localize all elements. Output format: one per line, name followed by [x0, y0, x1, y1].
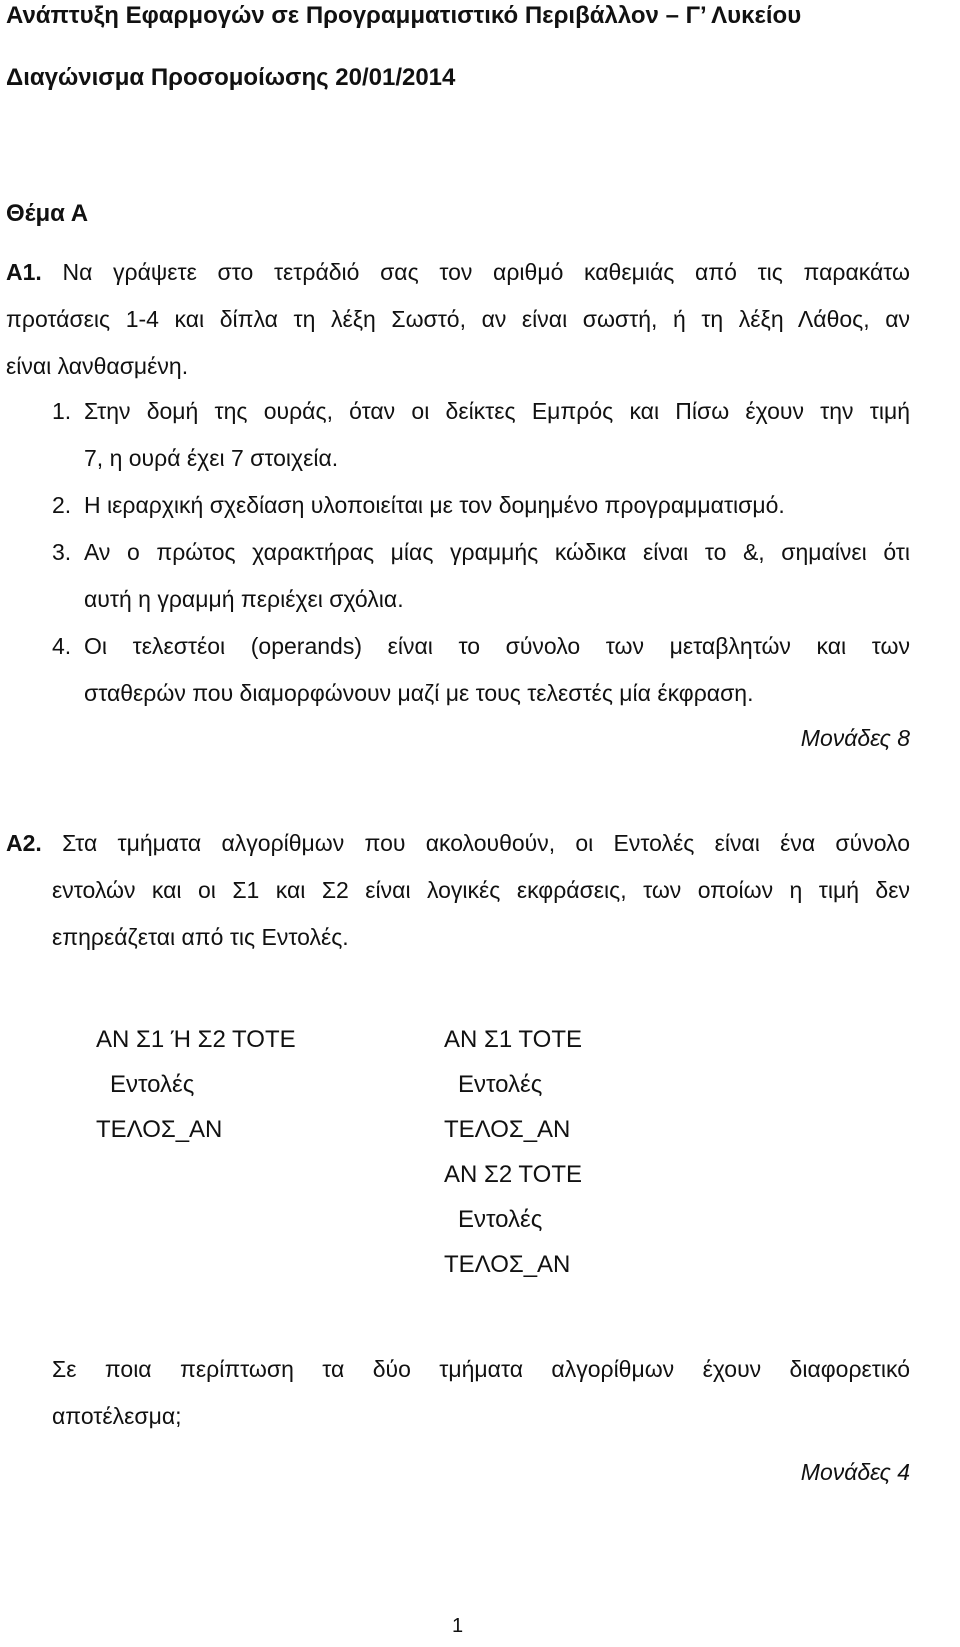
section-title: Θέμα Α — [6, 200, 89, 227]
page-number: 1 — [452, 1615, 464, 1637]
item-4-line-2: σταθερών που διαμορφώνουν μαζί με τους τελεστές μία έκφραση. — [84, 680, 754, 706]
right-code-line: Εντολές — [458, 1206, 543, 1233]
item-number: 2. — [52, 492, 72, 518]
a2-label: Α2. — [6, 830, 42, 856]
left-code-line: ΤΕΛΟΣ_ΑΝ — [96, 1116, 223, 1143]
right-code-line: ΤΕΛΟΣ_ΑΝ — [444, 1116, 571, 1143]
a1-intro-text-1: Να γράψετε στο τετράδιό σας τον αριθμό καθεμιάς από τις παρακάτω — [62, 259, 910, 285]
item-1-line-1: Στην δομή της ουράς, όταν οι δείκτες Εμπρός και Πίσω έχουν την τιμή — [84, 398, 910, 424]
item-2-line-1: Η ιεραρχική σχεδίαση υλοποιείται με τον δομημένο προγραμματισμό. — [84, 492, 785, 518]
item-number: 1. — [52, 398, 72, 424]
left-code-line: ΑΝ Σ1 Ή Σ2 ΤΟΤΕ — [96, 1026, 296, 1053]
a1-intro-line-2: προτάσεις 1-4 και δίπλα τη λέξη Σωστό, αν είναι σωστή, ή τη λέξη Λάθος, αν — [6, 306, 910, 332]
a2-question-line-2: αποτέλεσμα; — [52, 1403, 182, 1429]
item-number: 3. — [52, 539, 72, 565]
left-code-line: Εντολές — [110, 1071, 195, 1098]
a2-intro-line-2: εντολών και οι Σ1 και Σ2 είναι λογικές εκφράσεις, των οποίων η τιμή δεν — [52, 877, 910, 903]
a2-question-line-1: Σε ποια περίπτωση τα δύο τμήματα αλγορίθμων έχουν διαφορετικό — [52, 1356, 910, 1382]
a1-label: Α1. — [6, 259, 42, 285]
item-3-line-1: Αν ο πρώτος χαρακτήρας μίας γραμμής κώδικα είναι το &, σημαίνει ότι — [84, 539, 910, 565]
a2-marks: Μονάδες 4 — [800, 1459, 910, 1485]
item-1-line-2: 7, η ουρά έχει 7 στοιχεία. — [84, 445, 339, 471]
a1-intro-line-3: είναι λανθασμένη. — [6, 353, 189, 379]
item-number: 4. — [52, 633, 72, 659]
right-code-line: ΑΝ Σ1 ΤΟΤΕ — [444, 1026, 582, 1053]
right-code-line: Εντολές — [458, 1071, 543, 1098]
a2-intro-text-1: Στα τμήματα αλγορίθμων που ακολουθούν, οι Εντολές είναι ένα σύνολο — [62, 830, 910, 856]
item-4-line-1: Οι τελεστέοι (operands) είναι το σύνολο των μεταβλητών και των — [84, 633, 910, 659]
a1-intro-line-1 — [6, 259, 910, 286]
a1-marks: Μονάδες 8 — [800, 725, 910, 751]
course-title: Ανάπτυξη Εφαρμογών σε Προγραμματιστικό Περιβάλλον – Γ’ Λυκείου — [6, 2, 802, 29]
exam-title: Διαγώνισμα Προσομοίωσης 20/01/2014 — [6, 64, 456, 91]
a2-intro-line-1 — [6, 830, 910, 857]
a2-intro-line-3: επηρεάζεται από τις Εντολές. — [52, 924, 349, 950]
right-code-line: ΤΕΛΟΣ_ΑΝ — [444, 1251, 571, 1278]
item-3-line-2: αυτή η γραμμή περιέχει σχόλια. — [84, 586, 404, 612]
right-code-line: ΑΝ Σ2 ΤΟΤΕ — [444, 1161, 582, 1188]
